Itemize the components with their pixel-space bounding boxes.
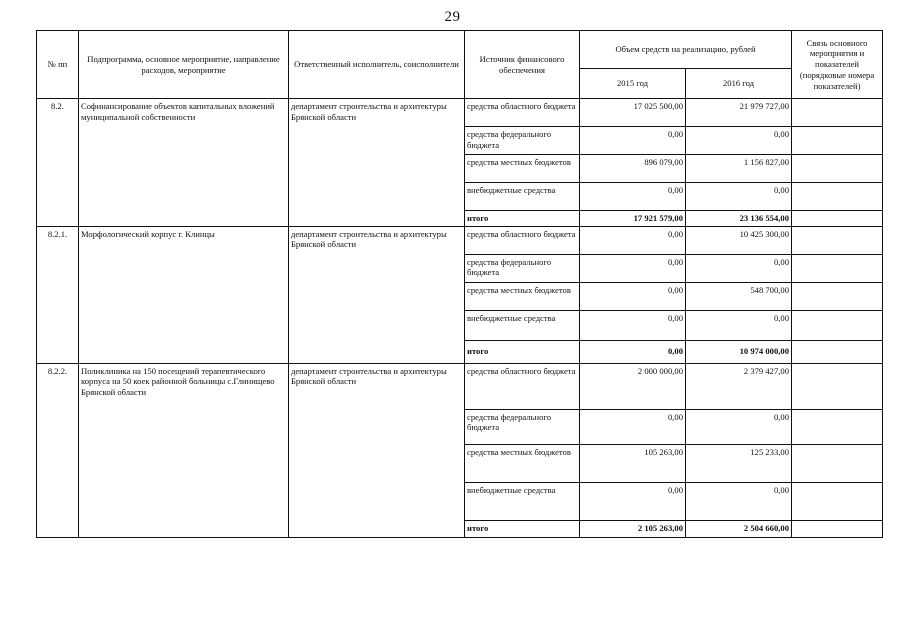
link-cell <box>792 310 883 340</box>
link-cell <box>792 482 883 520</box>
block-name: Морфологический корпус г. Клинцы <box>79 226 289 363</box>
block-executor: департамент строительства и архитектуры Брянской области <box>289 226 465 363</box>
value-2016: 1 156 827,00 <box>686 155 792 183</box>
link-cell <box>792 282 883 310</box>
link-cell <box>792 183 883 211</box>
value-2015: 0,00 <box>580 482 686 520</box>
source-cell: внебюджетные средства <box>465 482 580 520</box>
block-executor: департамент строительства и архитектуры Брянской области <box>289 363 465 537</box>
value-2016: 0,00 <box>686 254 792 282</box>
total-2015: 17 921 579,00 <box>580 211 686 227</box>
header-2016: 2016 год <box>686 69 792 99</box>
link-cell <box>792 520 883 537</box>
block-name: Софинансирование объектов капитальных вложений муниципальной собственности <box>79 99 289 227</box>
source-cell: средства областного бюджета <box>465 226 580 254</box>
header-row <box>37 31 883 69</box>
header-link: Связь основного мероприятия и показателей (порядковые номера показателей) <box>792 31 883 99</box>
source-cell: итого <box>465 211 580 227</box>
source-cell: средства федерального бюджета <box>465 254 580 282</box>
value-2015: 0,00 <box>580 226 686 254</box>
total-2016: 23 136 554,00 <box>686 211 792 227</box>
value-2016: 10 425 300,00 <box>686 226 792 254</box>
value-2016: 125 233,00 <box>686 444 792 482</box>
page-number: 29 <box>444 9 461 25</box>
block-8-2 <box>37 99 883 227</box>
value-2015: 0,00 <box>580 409 686 444</box>
value-2015: 0,00 <box>580 183 686 211</box>
block-num: 8.2.2. <box>37 363 79 537</box>
table-row <box>37 363 883 409</box>
value-2016: 2 379 427,00 <box>686 363 792 409</box>
block-num: 8.2. <box>37 99 79 227</box>
link-cell <box>792 340 883 363</box>
value-2016: 0,00 <box>686 127 792 155</box>
link-cell <box>792 155 883 183</box>
header-num: № пп <box>37 31 79 99</box>
table-row <box>37 226 883 254</box>
source-cell: средства областного бюджета <box>465 99 580 127</box>
value-2015: 0,00 <box>580 127 686 155</box>
value-2016: 21 979 727,00 <box>686 99 792 127</box>
header-source: Источник финансового обеспечения <box>465 31 580 99</box>
source-cell: внебюджетные средства <box>465 183 580 211</box>
value-2015: 105 263,00 <box>580 444 686 482</box>
block-8-2-1 <box>37 226 883 363</box>
table-row <box>37 99 883 127</box>
link-cell <box>792 363 883 409</box>
source-cell: средства местных бюджетов <box>465 155 580 183</box>
block-name: Поликлиника на 150 посещений терапевтического корпуса на 50 коек районной больницы с.Глинищево Брянской области <box>79 363 289 537</box>
total-2016: 2 504 660,00 <box>686 520 792 537</box>
value-2016: 0,00 <box>686 482 792 520</box>
value-2015: 0,00 <box>580 254 686 282</box>
block-num: 8.2.1. <box>37 226 79 363</box>
link-cell <box>792 211 883 227</box>
value-2015: 896 079,00 <box>580 155 686 183</box>
block-executor: департамент строительства и архитектуры Брянской области <box>289 99 465 227</box>
value-2015: 2 000 000,00 <box>580 363 686 409</box>
link-cell <box>792 409 883 444</box>
header-program: Подпрограмма, основное мероприятие, направление расходов, мероприятие <box>79 31 289 99</box>
total-2015: 0,00 <box>580 340 686 363</box>
value-2016: 0,00 <box>686 310 792 340</box>
source-cell: итого <box>465 520 580 537</box>
link-cell <box>792 99 883 127</box>
link-cell <box>792 226 883 254</box>
block-8-2-2 <box>37 363 883 537</box>
link-cell <box>792 254 883 282</box>
source-cell: средства федерального бюджета <box>465 127 580 155</box>
source-cell: средства областного бюджета <box>465 363 580 409</box>
value-2016: 548 700,00 <box>686 282 792 310</box>
source-cell: средства местных бюджетов <box>465 282 580 310</box>
link-cell <box>792 444 883 482</box>
link-cell <box>792 127 883 155</box>
source-cell: средства местных бюджетов <box>465 444 580 482</box>
value-2015: 17 025 500,00 <box>580 99 686 127</box>
header-executor: Ответственный исполнитель, соисполнители <box>289 31 465 99</box>
source-cell: средства федерального бюджета <box>465 409 580 444</box>
header-2015: 2015 год <box>580 69 686 99</box>
financing-table <box>36 30 883 538</box>
header-volume: Объем средств на реализацию, рублей <box>580 31 792 69</box>
total-2015: 2 105 263,00 <box>580 520 686 537</box>
source-cell: итого <box>465 340 580 363</box>
value-2016: 0,00 <box>686 409 792 444</box>
value-2015: 0,00 <box>580 282 686 310</box>
source-cell: внебюджетные средства <box>465 310 580 340</box>
total-2016: 10 974 000,00 <box>686 340 792 363</box>
value-2016: 0,00 <box>686 183 792 211</box>
value-2015: 0,00 <box>580 310 686 340</box>
